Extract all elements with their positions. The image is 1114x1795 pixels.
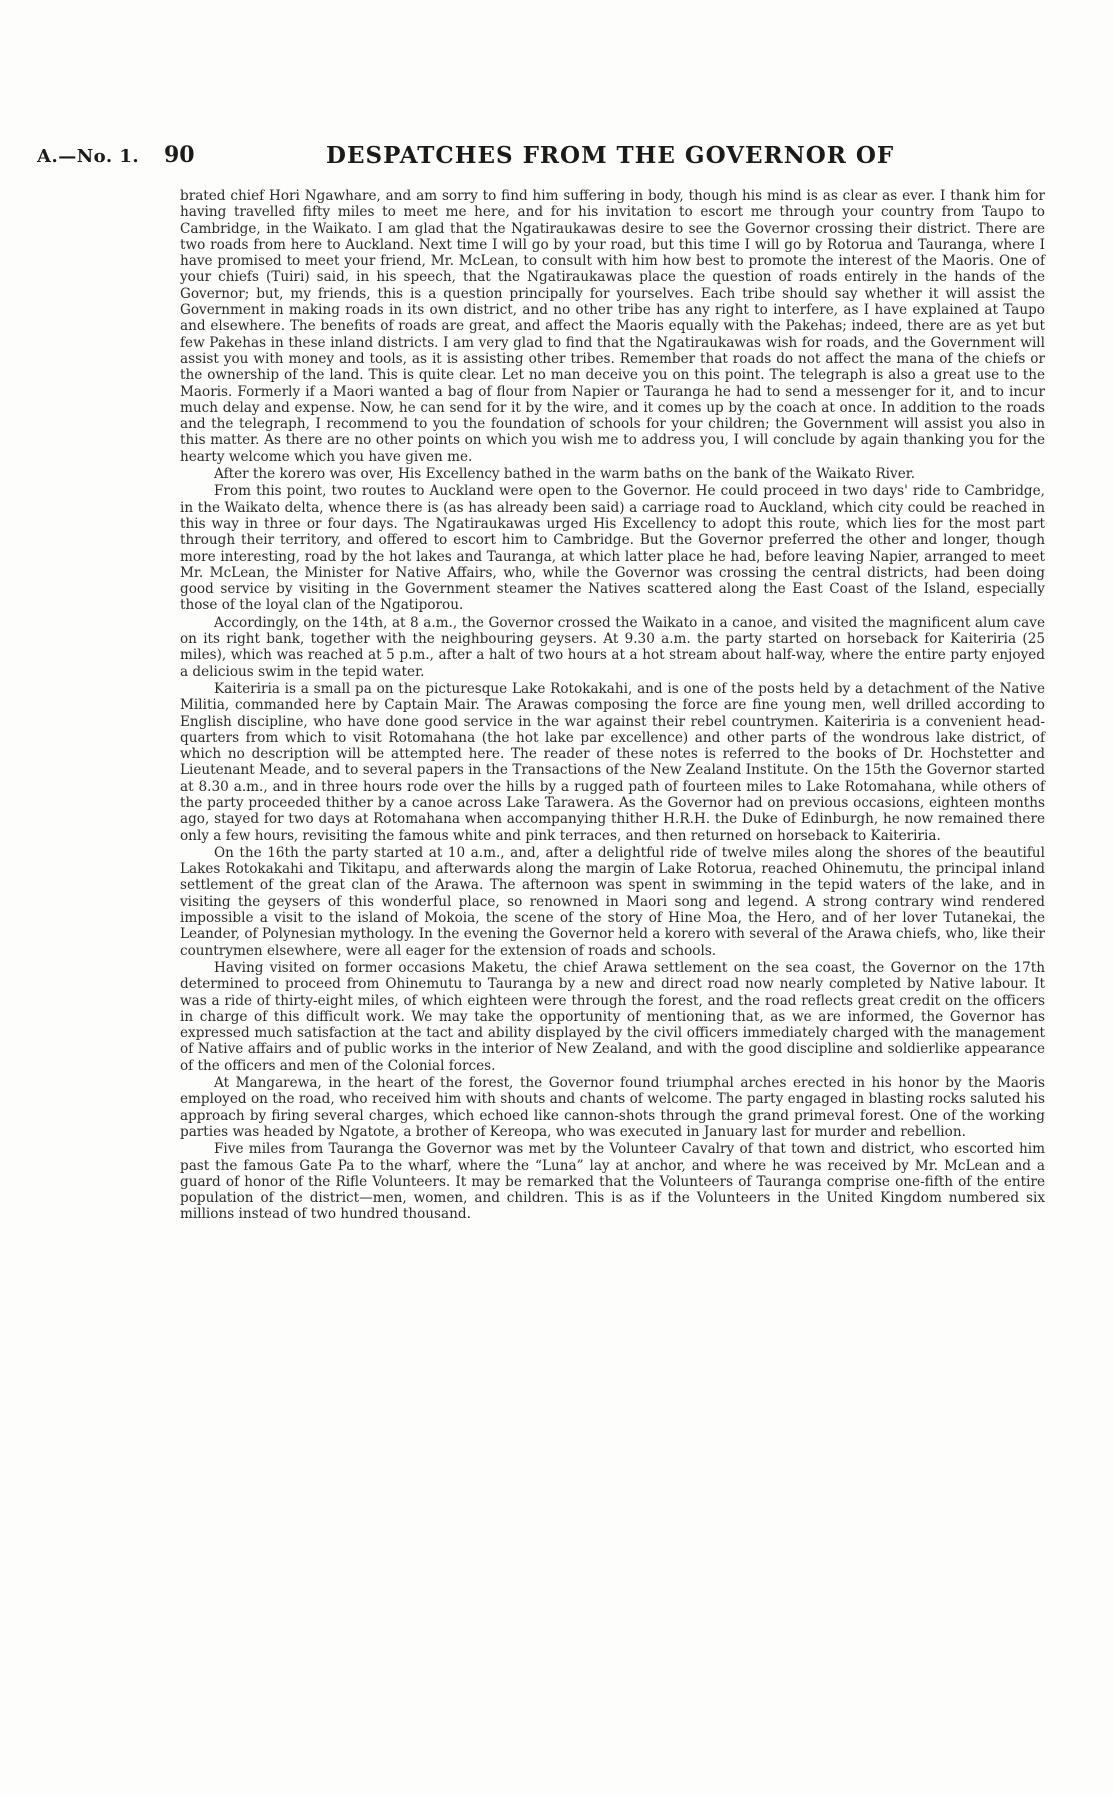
paragraph: Having visited on former occasions Maketu, the chief Arawa settlement on the sea coast, the Governor on the 17th determined to proceed from Ohinemutu to Tauranga by a new and direct road now nearly completed by Native labour. It was a ride of thirty-eight miles, of which eighteen were through the forest, and the road reflects great credit on the officers in charge of this difficult work. We may take the opportunity of mentioning that, as we are informed, the Governor has expressed much satisfaction at the tact and ability displayed by the civil officers immediately charged with the management of Native affairs and of public works in the interior of New Zealand, and with the good discipline and soldierlike appearance of the officers and men of the Colonial forces. — [180, 959, 1045, 1074]
running-title: DESPATCHES FROM THE GOVERNOR OF — [326, 142, 895, 169]
paragraph: Kaiteriria is a small pa on the picturesque Lake Rotokakahi, and is one of the posts held by a detachment of the Native Militia, commanded here by Captain Mair. The Arawas composing the force are fine young men, well drilled according to English discipline, who have done good service in the war against their rebel countrymen. Kaiteriria is a convenient head-quarters from which to visit Rotomahana (the hot lake par excellence) and other parts of the wondrous lake district, of which no description will be attempted here. The reader of these notes is referred to the books of Dr. Hochstetter and Lieutenant Meade, and to several papers in the Transactions of the New Zealand Institute. On the 15th the Governor started at 8.30 a.m., and in three hours rode over the hills by a rugged path of fourteen miles to Lake Rotomahana, while others of the party proceeded thither by a canoe across Lake Tarawera. As the Governor had on previous occasions, eighteen months ago, stayed for two days at Rotomahana when accompanying thither H.R.H. the Duke of Edinburgh, he now remained there only a few hours, revisiting the famous white and pink terraces, and then returned on horseback to Kaiteriria. — [180, 680, 1045, 844]
paragraph: After the korero was over, His Excellency bathed in the warm baths on the bank of the Waikato River. — [214, 466, 916, 483]
paragraph: On the 16th the party started at 10 a.m., and, after a delightful ride of twelve miles along the shores of the beautiful Lakes Rotokakahi and Tikitapu, and afterwards along the margin of Lake Rotorua, reached Ohinemutu, the principal inland settlement of the great clan of the Arawa. The afternoon was spent in swimming in the tepid waters of the lake, and in visiting the geysers of this wonderful place, so renowned in Maori song and legend. A strong contrary wind rendered impossible a visit to the island of Mokoia, the scene of the story of Hine Moa, the Hero, and of her lover Tutanekai, the Leander, of Polynesian mythology. In the evening the Governor held a korero with several of the Arawa chiefs, who, like their countrymen elsewhere, were all eager for the extension of roads and schools. — [180, 844, 1045, 959]
paragraph: Accordingly, on the 14th, at 8 a.m., the Governor crossed the Waikato in a canoe, and visited the magnificent alum cave on its right bank, together with the neighbouring geysers. At 9.30 a.m. the party started on horseback for Kaiteriria (25 miles), which was reached at 5 p.m., after a halt of two hours at a hot stream about half-way, where the entire party enjoyed a delicious swim in the tepid water. — [180, 614, 1045, 680]
document-reference: A.—No. 1. — [37, 146, 140, 167]
page-header — [34, 138, 1080, 178]
paragraph: At Mangarewa, in the heart of the forest, the Governor found triumphal arches erected in his honor by the Maoris employed on the road, who received him with shouts and chants of welcome. The party engaged in blasting rocks saluted his approach by firing several charges, which echoed like cannon-shots through the grand primeval forest. One of the working parties was headed by Ngatote, a brother of Kereopa, who was executed in January last for murder and rebellion. — [180, 1075, 1045, 1140]
paragraph: brated chief Hori Ngawhare, and am sorry to find him suffering in body, though his mind is as clear as ever. I thank him for having travelled fifty miles to meet me here, and for his invitation to escort me through your country from Taupo to Cambridge, in the Waikato. I am glad that the Ngatiraukawas desire to see the Governor crossing their district. There are two roads from here to Auckland. Next time I will go by your road, but this time I will go by Rotorua and Tauranga, where I have promised to meet your friend, Mr. McLean, to consult with him how best to promote the interest of the Maoris. One of your chiefs (Tuiri) said, in his speech, that the Ngatiraukawas place the question of roads entirely in the hands of the Governor; but, my friends, this is a question principally for yourselves. Each tribe should say whether it will assist the Government in making roads in its own district, and no other tribe has any right to interfere, as I have explained at Taupo and elsewhere. The benefits of roads are great, and affect the Maoris equally with the Pakehas; indeed, there are as yet but few Pakehas in these inland districts. I am very glad to find that the Ngatiraukawas wish for roads, and the Government will assist you with money and tools, as it is assisting other tribes. Remember that roads do not affect the mana of the chiefs or the ownership of the land. This is quite clear. Let no man deceive you on this point. The telegraph is also a great use to the Maoris. Formerly if a Maori wanted a bag of flour from Napier or Tauranga he had to send a messenger for it, and to incur much delay and expense. Now, he can send for it by the wire, and it comes up by the coach at once. In addition to the roads and the telegraph, I recommend to you the foundation of schools for your children; the Government will assist you also in this matter. As there are no other points on which you wish me to address you, I will conclude by again thanking you for the hearty welcome which you have given me. — [180, 188, 1045, 465]
body-text — [180, 188, 1045, 1224]
paragraph: Five miles from Tauranga the Governor was met by the Volunteer Cavalry of that town and district, who escorted him past the famous Gate Pa to the wharf, where the “Luna” lay at anchor, and where he was received by Mr. McLean and a guard of honor of the Rifle Volunteers. It may be remarked that the Volunteers of Tauranga comprise one-fifth of the entire population of the district—men, women, and children. This is as if the Volunteers in the United Kingdom numbered six millions instead of two hundred thousand. — [180, 1141, 1045, 1223]
paragraph: From this point, two routes to Auckland were open to the Governor. He could proceed in two days' ride to Cambridge, in the Waikato delta, whence there is (as has already been said) a carriage road to Auckland, which city could be reached in this way in three or four days. The Ngatiraukawas urged His Excellency to adopt this route, which lies for the most part through their territory, and offered to escort him to Cambridge. But the Governor preferred the other and longer, though more interesting, road by the hot lakes and Tauranga, at which latter place he had, before leaving Napier, arranged to meet Mr. McLean, the Minister for Native Affairs, who, while the Governor was crossing the central districts, had been doing good service by visiting in the Government steamer the Natives scattered along the East Coast of the Island, especially those of the loyal clan of the Ngatiporou. — [180, 483, 1045, 614]
page-number: 90 — [164, 142, 195, 168]
